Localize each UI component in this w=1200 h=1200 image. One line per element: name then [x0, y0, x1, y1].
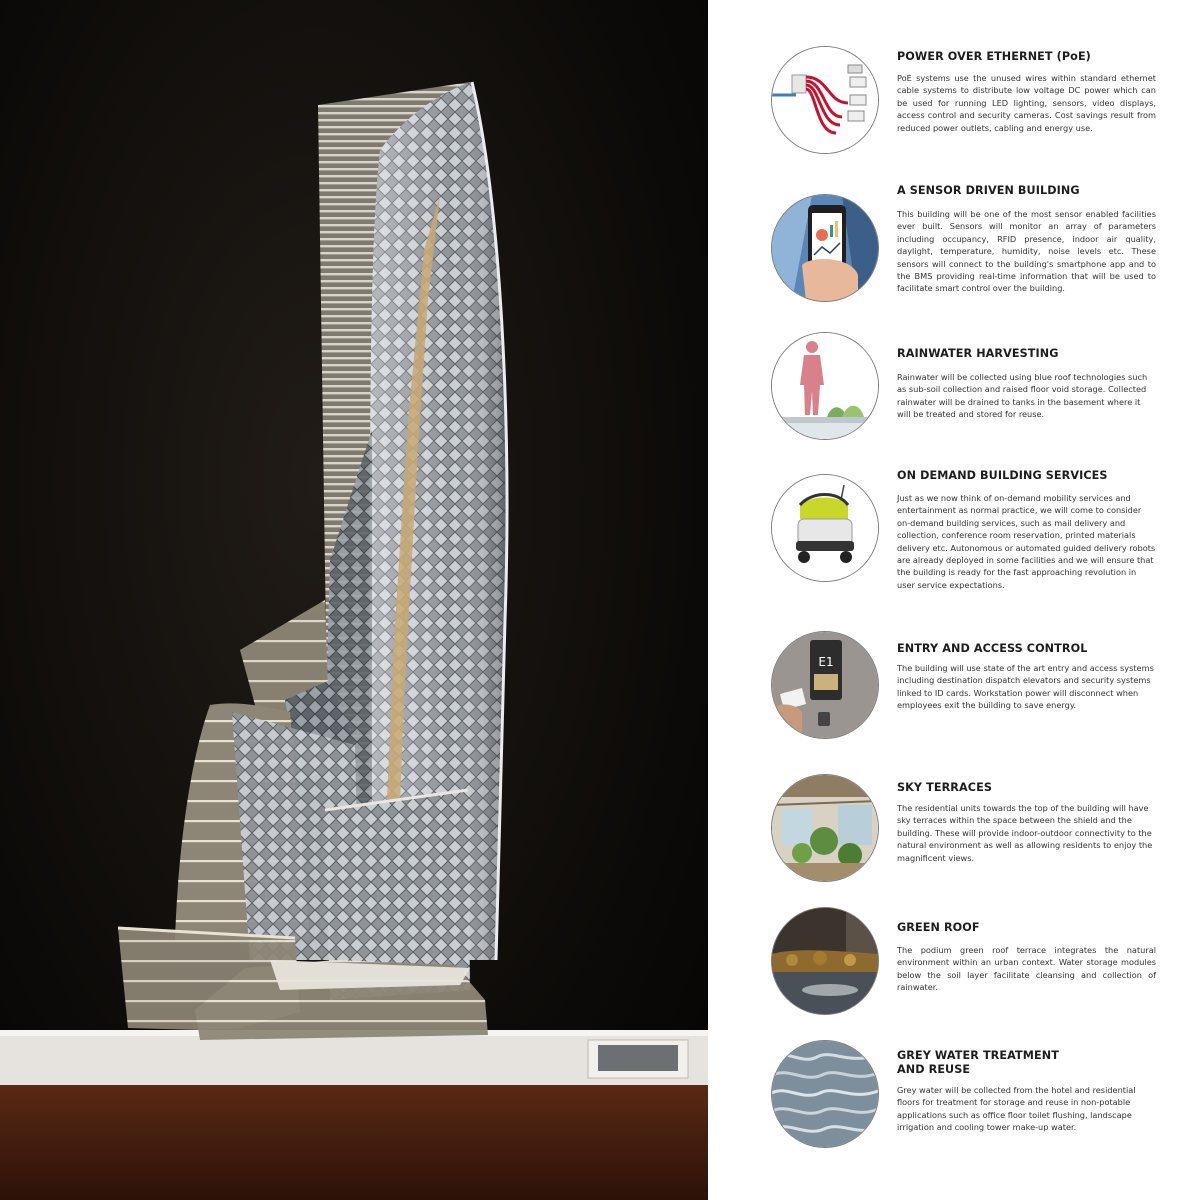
green-roof-icon — [771, 907, 879, 1015]
feature-title: GREY WATER TREATMENT AND REUSE — [897, 1049, 1059, 1076]
smartphone-sensor-icon — [771, 194, 879, 302]
feature-title: POWER OVER ETHERNET (PoE) — [897, 50, 1091, 63]
feature-title: ON DEMAND BUILDING SERVICES — [897, 469, 1108, 482]
sky-terrace-icon — [771, 774, 879, 882]
feature-description: The residential units towards the top of the building will have sky terraces within the space between the shield and the building. These will provide indoor-outdoor connectivity to the natural environment as well as allowing residents to enjoy the magnificent views. — [897, 803, 1153, 863]
feature-title: RAINWATER HARVESTING — [897, 347, 1059, 360]
rainwater-person-icon — [771, 332, 879, 440]
elevator-screen-text: E1 — [818, 655, 834, 669]
ethernet-wiring-icon — [771, 46, 879, 154]
features-panel — [708, 0, 1200, 1200]
feature-title: GREEN ROOF — [897, 921, 980, 934]
wooden-base — [0, 1083, 708, 1200]
feature-description: The building will use state of the art entry and access systems including destination dispatch elevators and security systems linked to ID cards. Workstation power will disconnect when employees exit the building to save energy. — [897, 663, 1154, 711]
feature-description: Rainwater will be collected using blue roof technologies such as sub-soil collection and raised floor void storage. Collected rainwater will be drained to tanks in the basement where it will be treated and stored for reuse. — [897, 372, 1148, 420]
feature-title: SKY TERRACES — [897, 781, 992, 794]
feature-description: Grey water will be collected from the hotel and residential floors for treatment for storage and reuse in non-potable applications such as office floor toilet flushing, landscape irrigation and cooling tower make-up water. — [897, 1085, 1136, 1133]
feature-description: The podium green roof terrace integrates the natural environment within an urban context. Water storage modules below the soil layer facilitate cleansing and collection of rainwater. — [897, 945, 1156, 993]
feature-description: PoE systems use the unused wires within standard ethernet cable systems to distribute low voltage DC power which can be used for running LED lighting, sensors, video displays, access control and security cameras. Cost savings result from reduced power outlets, cabling and energy use. — [897, 73, 1156, 133]
feature-title: ENTRY AND ACCESS CONTROL — [897, 642, 1088, 655]
feature-description: Just as we now think of on-demand mobility services and entertainment as normal practice, we will come to consider on-demand building services, such as mail delivery and collection, conference room reservation, printed materials delivery etc. Autonomous or automated guided delivery robots are already deployed in some facilities and we will ensure that the building is ready for the fast approaching revolution in user service expectations. — [897, 493, 1156, 590]
grey-water-icon — [771, 1040, 879, 1148]
feature-title: A SENSOR DRIVEN BUILDING — [897, 184, 1080, 197]
feature-description: This building will be one of the most sensor enabled facilities ever built. Sensors will monitor an array of parameters including occupancy, RFID presence, indoor air quality, daylight, temperature, humidity, noise levels etc. These sensors will connect to the building's smartphone app and to the BMS providing real-time information that will be used to facilitate smart control over the building. — [897, 209, 1156, 294]
access-card-elevator-icon — [771, 631, 879, 739]
delivery-robot-icon — [771, 474, 879, 582]
